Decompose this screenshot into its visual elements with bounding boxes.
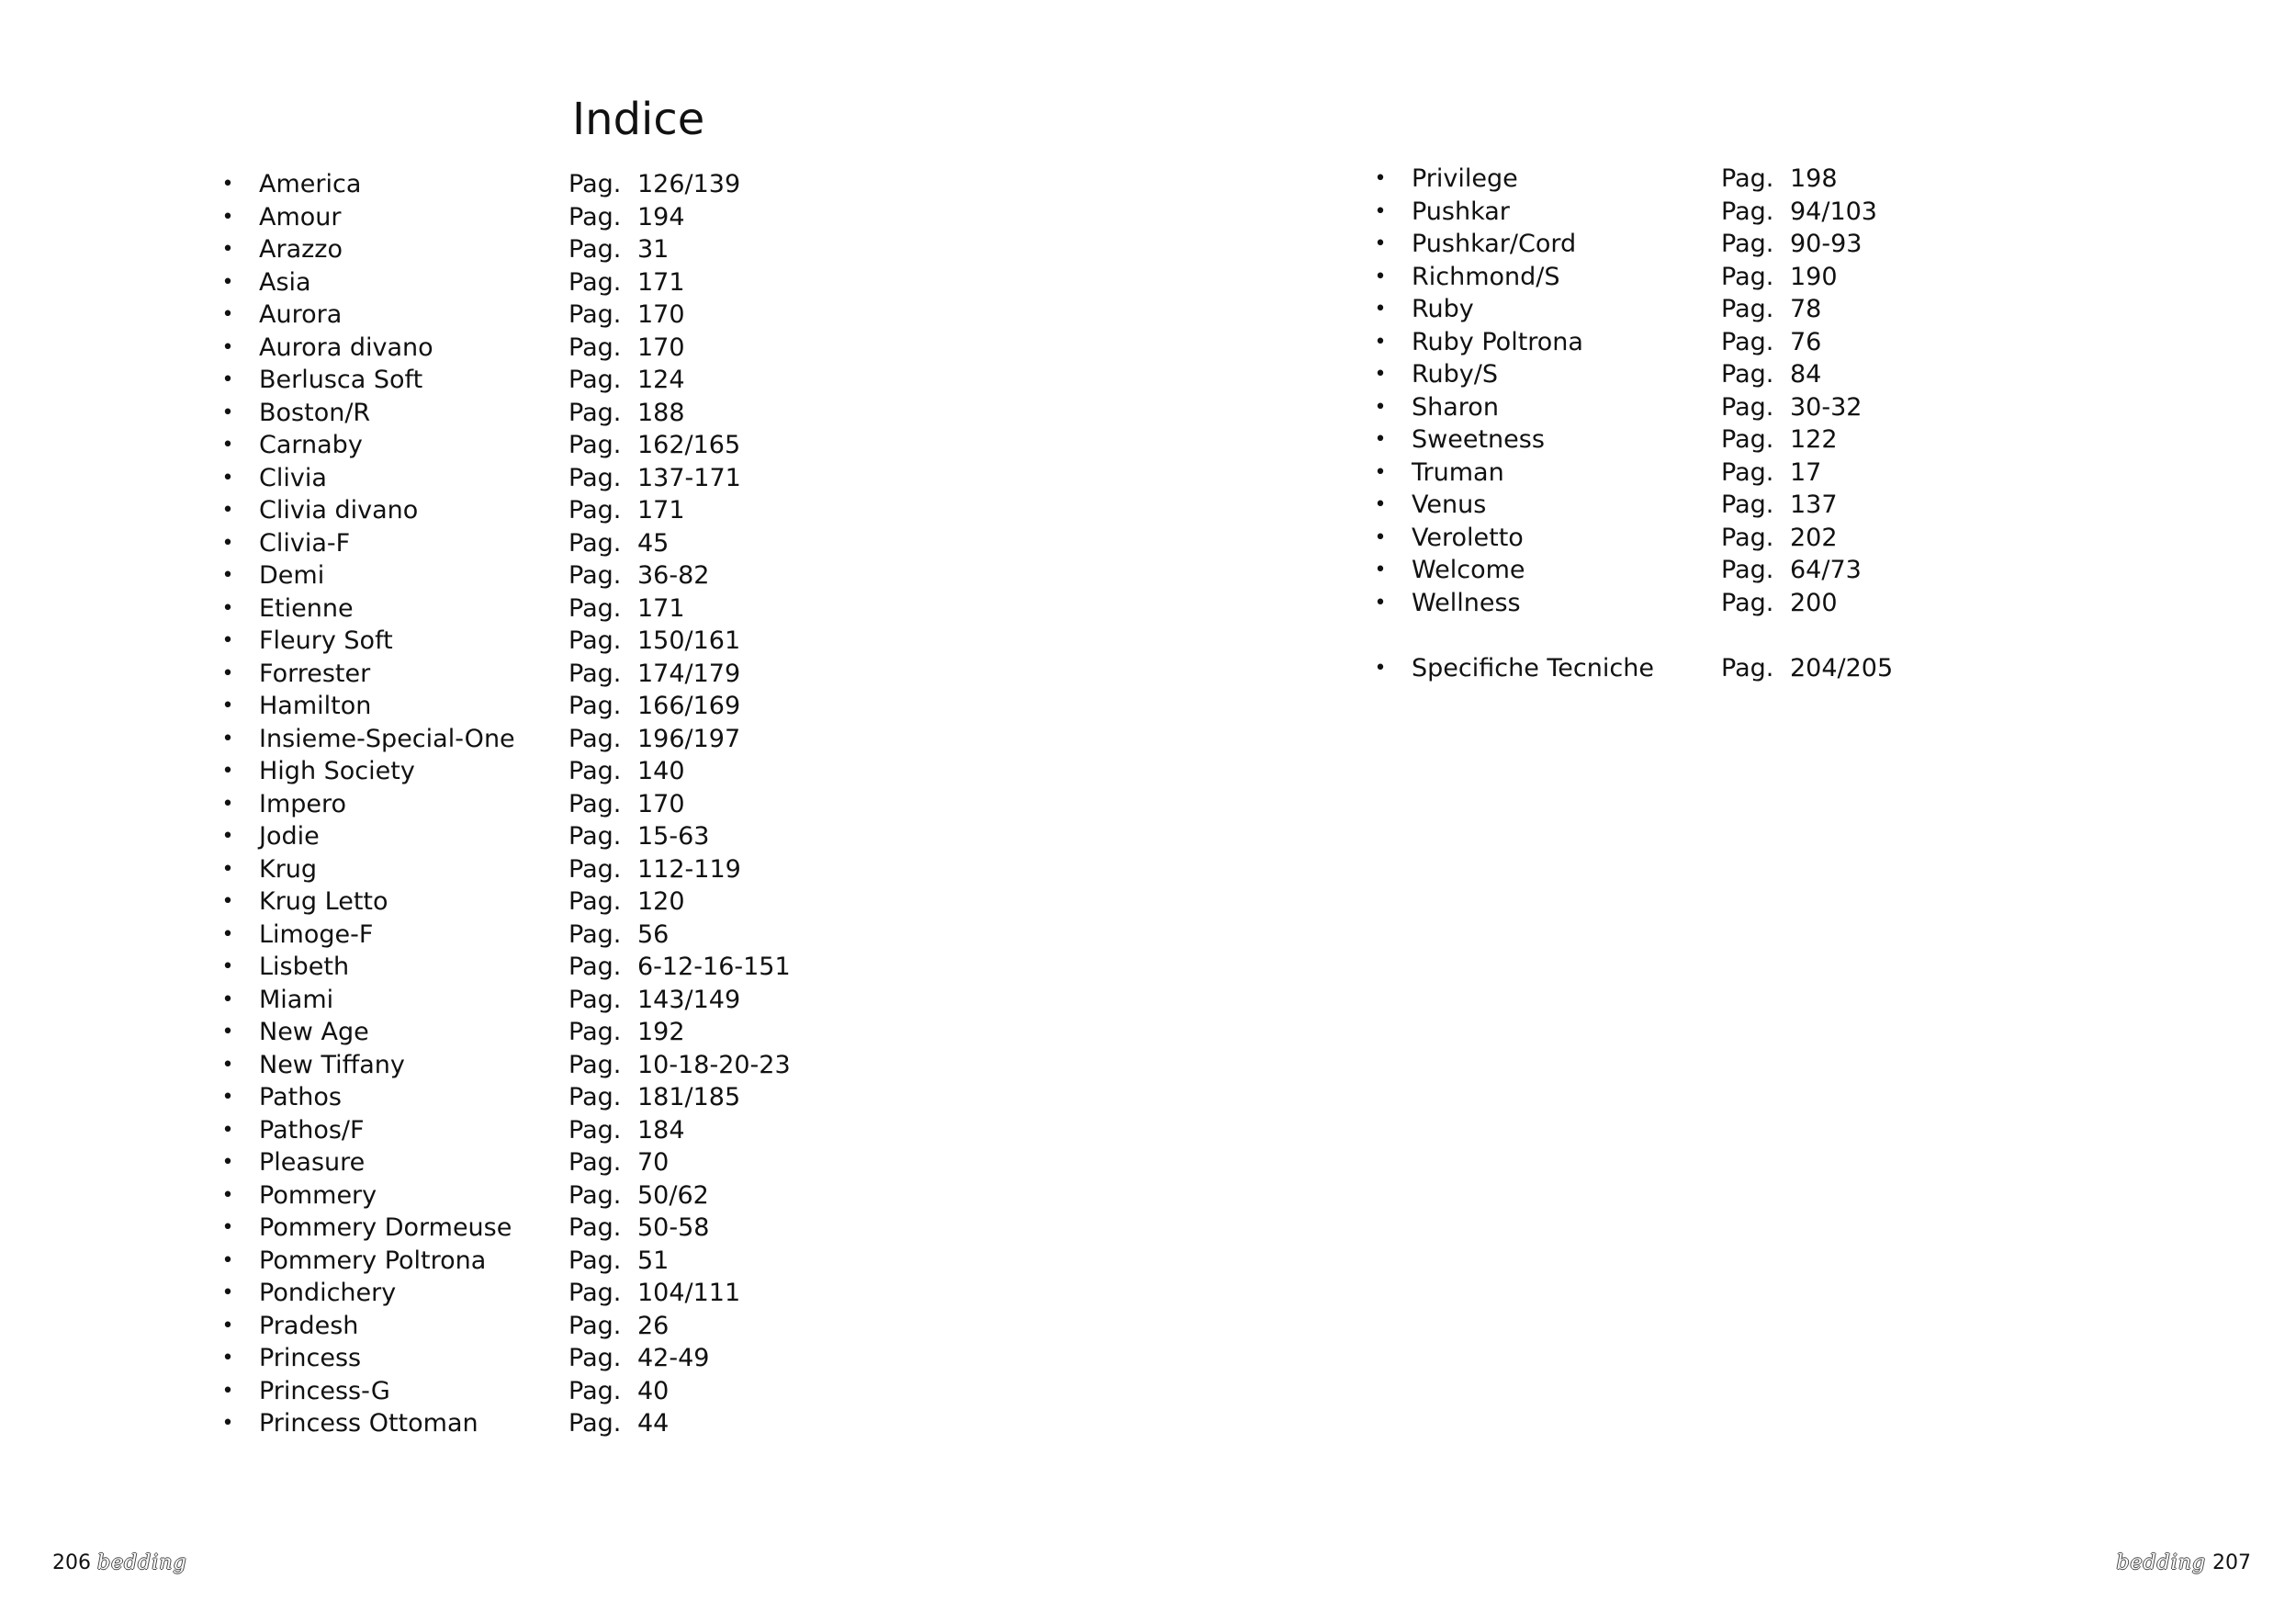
page-label: Pag. bbox=[568, 267, 622, 297]
bullet-icon: • bbox=[1374, 265, 1387, 288]
bullet-icon: • bbox=[1374, 428, 1387, 451]
page-label: Pag. bbox=[568, 953, 622, 981]
entry-name: Princess Ottoman bbox=[259, 1409, 478, 1438]
entry-name: Princess bbox=[259, 1344, 362, 1372]
page-label: Pag. bbox=[1721, 392, 1774, 422]
footer-left bbox=[52, 1551, 187, 1576]
entry-pages: 45 bbox=[637, 528, 670, 558]
entry-name: Venus bbox=[1412, 491, 1487, 519]
entry-name: Wellness bbox=[1412, 588, 1521, 617]
bullet-icon: • bbox=[1374, 167, 1387, 190]
entry-pages: 171 bbox=[637, 267, 685, 297]
page-label: Pag. bbox=[568, 1050, 622, 1079]
page-label: Pag. bbox=[568, 659, 622, 688]
bullet-icon: • bbox=[221, 499, 234, 522]
entry-name: Richmond/S bbox=[1412, 262, 1560, 291]
entry-pages: 17 bbox=[1790, 457, 1822, 487]
entry-pages: 188 bbox=[637, 398, 685, 427]
bullet-icon: • bbox=[221, 727, 234, 750]
page-label: Pag. bbox=[1721, 653, 1774, 682]
entry-name: Ruby bbox=[1412, 295, 1474, 323]
page-label: Pag. bbox=[568, 593, 622, 623]
entry-name: Pondichery bbox=[259, 1279, 397, 1307]
page-label: Pag. bbox=[568, 1115, 622, 1145]
page-label: Pag. bbox=[568, 1344, 622, 1372]
entry-name: America bbox=[259, 170, 362, 198]
bullet-icon: • bbox=[1374, 298, 1387, 321]
page-label: Pag. bbox=[1721, 425, 1774, 454]
entry-name: Pradesh bbox=[259, 1311, 359, 1340]
bullet-icon: • bbox=[221, 1086, 234, 1109]
bullet-icon: • bbox=[221, 1118, 234, 1142]
bullet-icon: • bbox=[221, 434, 234, 457]
entry-pages: 10-18-20-23 bbox=[637, 1050, 791, 1079]
entry-pages: 126/139 bbox=[637, 170, 741, 198]
bullet-icon: • bbox=[1374, 363, 1387, 386]
page-label: Pag. bbox=[568, 431, 622, 459]
page-label: Pag. bbox=[568, 1083, 622, 1111]
page-label: Pag. bbox=[1721, 457, 1774, 487]
bullet-icon: • bbox=[221, 531, 234, 555]
entry-name: Truman bbox=[1412, 457, 1504, 487]
page-label: Pag. bbox=[568, 235, 622, 264]
bullet-icon: • bbox=[221, 238, 234, 261]
bullet-icon: • bbox=[1374, 591, 1387, 615]
bullet-icon: • bbox=[221, 466, 234, 490]
entry-name: Clivia-F bbox=[259, 528, 351, 558]
bullet-icon: • bbox=[221, 368, 234, 391]
page-label: Pag. bbox=[568, 626, 622, 655]
page-label: Pag. bbox=[568, 1376, 622, 1405]
bullet-icon: • bbox=[221, 760, 234, 783]
bullet-icon: • bbox=[1374, 493, 1387, 516]
entry-pages: 31 bbox=[637, 235, 670, 264]
bullet-icon: • bbox=[221, 857, 234, 881]
bullet-icon: • bbox=[221, 1151, 234, 1174]
entry-pages: 162/165 bbox=[637, 431, 741, 459]
entry-name: Specifiche Tecniche bbox=[1412, 653, 1654, 682]
page-number-right: 207 bbox=[2212, 1551, 2251, 1574]
page-label: Pag. bbox=[568, 757, 622, 785]
entry-pages: 94/103 bbox=[1790, 197, 1877, 226]
entry-pages: 42-49 bbox=[637, 1344, 710, 1372]
bullet-icon: • bbox=[221, 1053, 234, 1077]
bullet-icon: • bbox=[221, 955, 234, 978]
page-label: Pag. bbox=[568, 724, 622, 753]
page-title: Indice bbox=[572, 94, 705, 145]
entry-pages: 50-58 bbox=[637, 1213, 710, 1242]
bullet-icon: • bbox=[221, 1248, 234, 1272]
bullet-icon: • bbox=[221, 1314, 234, 1337]
page-label: Pag. bbox=[568, 985, 622, 1014]
page-label: Pag. bbox=[1721, 230, 1774, 258]
bullet-icon: • bbox=[1374, 395, 1387, 419]
entry-pages: 171 bbox=[637, 496, 685, 524]
bullet-icon: • bbox=[1374, 525, 1387, 549]
bullet-icon: • bbox=[221, 661, 234, 685]
entry-pages: 124 bbox=[637, 366, 685, 394]
entry-name: Krug bbox=[259, 854, 318, 884]
footer-right bbox=[2116, 1551, 2251, 1576]
entry-pages: 30-32 bbox=[1790, 392, 1863, 422]
entry-pages: 90-93 bbox=[1790, 230, 1863, 258]
entry-name: Amour bbox=[259, 202, 342, 231]
page-label: Pag. bbox=[1721, 262, 1774, 291]
entry-pages: 6-12-16-151 bbox=[637, 953, 791, 981]
entry-pages: 78 bbox=[1790, 295, 1822, 323]
entry-name: Pushkar bbox=[1412, 197, 1510, 226]
entry-name: Fleury Soft bbox=[259, 626, 393, 655]
entry-pages: 184 bbox=[637, 1115, 685, 1145]
entry-pages: 204/205 bbox=[1790, 653, 1894, 682]
entry-pages: 104/111 bbox=[637, 1279, 741, 1307]
entry-pages: 56 bbox=[637, 919, 670, 949]
page-label: Pag. bbox=[568, 170, 622, 198]
entry-name: Etienne bbox=[259, 593, 354, 623]
entry-name: Clivia divano bbox=[259, 496, 419, 524]
bullet-icon: • bbox=[221, 629, 234, 652]
entry-name: Sharon bbox=[1412, 392, 1499, 422]
page-label: Pag. bbox=[1721, 523, 1774, 552]
entry-name: Pommery Poltrona bbox=[259, 1246, 487, 1275]
page-label: Pag. bbox=[568, 528, 622, 558]
page-label: Pag. bbox=[1721, 556, 1774, 584]
page-label: Pag. bbox=[1721, 295, 1774, 323]
entry-name: Demi bbox=[259, 561, 325, 590]
page-number-left: 206 bbox=[52, 1551, 91, 1574]
page-label: Pag. bbox=[568, 333, 622, 362]
bullet-icon: • bbox=[221, 1021, 234, 1043]
entry-pages: 174/179 bbox=[637, 659, 741, 688]
bullet-icon: • bbox=[221, 1183, 234, 1207]
bullet-icon: • bbox=[221, 694, 234, 717]
bullet-icon: • bbox=[221, 792, 234, 816]
entry-pages: 190 bbox=[1790, 262, 1838, 291]
bullet-icon: • bbox=[221, 890, 234, 913]
entry-pages: 166/169 bbox=[637, 692, 741, 720]
entry-pages: 170 bbox=[637, 333, 685, 362]
entry-name: Ruby/S bbox=[1412, 360, 1499, 389]
page-label: Pag. bbox=[568, 822, 622, 851]
bullet-icon: • bbox=[221, 1347, 234, 1370]
entry-pages: 64/73 bbox=[1790, 556, 1862, 584]
bullet-icon: • bbox=[221, 825, 234, 848]
page-label: Pag. bbox=[568, 789, 622, 818]
page-label: Pag. bbox=[568, 398, 622, 427]
bullet-icon: • bbox=[221, 335, 234, 359]
bullet-icon: • bbox=[221, 205, 234, 229]
entry-name: Forrester bbox=[259, 659, 371, 688]
page-label: Pag. bbox=[1721, 164, 1774, 193]
entry-name: Berlusca Soft bbox=[259, 366, 423, 394]
entry-name: Aurora bbox=[259, 300, 343, 329]
entry-name: Veroletto bbox=[1412, 523, 1524, 552]
bullet-icon: • bbox=[221, 303, 234, 326]
bullet-icon: • bbox=[221, 173, 234, 196]
bullet-icon: • bbox=[1374, 199, 1387, 223]
page-label: Pag. bbox=[568, 463, 622, 492]
page-label: Pag. bbox=[1721, 588, 1774, 617]
entry-pages: 40 bbox=[637, 1376, 670, 1405]
entry-pages: 50/62 bbox=[637, 1180, 709, 1210]
entry-name: Pathos/F bbox=[259, 1115, 365, 1145]
entry-name: Privilege bbox=[1412, 164, 1518, 193]
entry-name: Hamilton bbox=[259, 692, 372, 720]
page-label: Pag. bbox=[568, 692, 622, 720]
entry-pages: 26 bbox=[637, 1311, 670, 1340]
entry-pages: 122 bbox=[1790, 425, 1838, 454]
bullet-icon: • bbox=[1374, 330, 1387, 354]
entry-name: Princess-G bbox=[259, 1376, 390, 1405]
entry-name: Insieme-Special-One bbox=[259, 724, 515, 753]
brand-logo-right: bedding bbox=[2116, 1551, 2206, 1574]
entry-pages: 137 bbox=[1790, 491, 1838, 519]
page-label: Pag. bbox=[568, 1409, 622, 1438]
entry-name: Krug Letto bbox=[259, 887, 388, 916]
entry-name: Boston/R bbox=[259, 398, 371, 427]
page-label: Pag. bbox=[568, 1279, 622, 1307]
entry-name: Clivia bbox=[259, 463, 327, 492]
entry-name: Welcome bbox=[1412, 556, 1525, 584]
page-label: Pag. bbox=[568, 496, 622, 524]
page-label: Pag. bbox=[568, 1018, 622, 1046]
entry-pages: 198 bbox=[1790, 164, 1838, 193]
entry-pages: 70 bbox=[637, 1148, 670, 1177]
entry-name: Jodie bbox=[259, 822, 320, 851]
page-label: Pag. bbox=[568, 366, 622, 394]
bullet-icon: • bbox=[221, 400, 234, 424]
bullet-icon: • bbox=[221, 270, 234, 294]
bullet-icon: • bbox=[221, 922, 234, 946]
page-label: Pag. bbox=[1721, 197, 1774, 226]
entry-name: Impero bbox=[259, 789, 347, 818]
entry-pages: 36-82 bbox=[637, 561, 710, 590]
entry-name: Arazzo bbox=[259, 235, 343, 264]
entry-name: Ruby Poltrona bbox=[1412, 327, 1583, 356]
bullet-icon: • bbox=[1374, 460, 1387, 484]
page-label: Pag. bbox=[568, 919, 622, 949]
entry-name: Lisbeth bbox=[259, 953, 350, 981]
bullet-icon: • bbox=[221, 1216, 234, 1239]
entry-pages: 51 bbox=[637, 1246, 670, 1275]
page-label: Pag. bbox=[1721, 360, 1774, 389]
entry-pages: 181/185 bbox=[637, 1083, 741, 1111]
entry-pages: 150/161 bbox=[637, 626, 741, 655]
bullet-icon: • bbox=[221, 1281, 234, 1304]
bullet-icon: • bbox=[221, 596, 234, 620]
entry-name: Pommery bbox=[259, 1180, 377, 1210]
page-label: Pag. bbox=[568, 300, 622, 329]
entry-pages: 170 bbox=[637, 300, 685, 329]
entry-pages: 137-171 bbox=[637, 463, 741, 492]
bullet-icon: • bbox=[221, 1379, 234, 1403]
page-label: Pag. bbox=[1721, 491, 1774, 519]
entry-pages: 192 bbox=[637, 1018, 685, 1046]
entry-pages: 15-63 bbox=[637, 822, 710, 851]
entry-pages: 120 bbox=[637, 887, 685, 916]
entry-pages: 171 bbox=[637, 593, 685, 623]
bullet-icon: • bbox=[1374, 558, 1387, 581]
entry-pages: 196/197 bbox=[637, 724, 741, 753]
entry-pages: 202 bbox=[1790, 523, 1838, 552]
page-label: Pag. bbox=[568, 1311, 622, 1340]
entry-pages: 44 bbox=[637, 1409, 670, 1438]
entry-name: Limoge-F bbox=[259, 919, 374, 949]
bullet-icon: • bbox=[1374, 656, 1387, 680]
entry-name: New Tiffany bbox=[259, 1050, 405, 1079]
page-label: Pag. bbox=[568, 1213, 622, 1242]
bullet-icon: • bbox=[221, 1412, 234, 1435]
entry-name: Miami bbox=[259, 985, 334, 1014]
bullet-icon: • bbox=[221, 564, 234, 587]
entry-name: Aurora divano bbox=[259, 333, 433, 362]
page-label: Pag. bbox=[568, 561, 622, 590]
page-label: Pag. bbox=[568, 1246, 622, 1275]
entry-name: Pathos bbox=[259, 1083, 342, 1111]
entry-pages: 84 bbox=[1790, 360, 1822, 389]
entry-name: Pleasure bbox=[259, 1148, 366, 1177]
entry-pages: 140 bbox=[637, 757, 685, 785]
entry-name: Sweetness bbox=[1412, 425, 1545, 454]
entry-pages: 194 bbox=[637, 202, 685, 231]
entry-name: Carnaby bbox=[259, 431, 363, 459]
entry-name: Pushkar/Cord bbox=[1412, 230, 1577, 258]
entry-name: Pommery Dormeuse bbox=[259, 1213, 512, 1242]
page-label: Pag. bbox=[1721, 327, 1774, 356]
entry-name: New Age bbox=[259, 1018, 369, 1046]
page-label: Pag. bbox=[568, 1148, 622, 1177]
entry-pages: 76 bbox=[1790, 327, 1822, 356]
entry-name: Asia bbox=[259, 267, 311, 297]
entry-name: High Society bbox=[259, 757, 415, 785]
entry-pages: 143/149 bbox=[637, 985, 741, 1014]
bullet-icon: • bbox=[221, 987, 234, 1011]
page-label: Pag. bbox=[568, 1180, 622, 1210]
entry-pages: 112-119 bbox=[637, 854, 741, 884]
entry-pages: 170 bbox=[637, 789, 685, 818]
page-label: Pag. bbox=[568, 854, 622, 884]
entry-pages: 200 bbox=[1790, 588, 1838, 617]
brand-logo-left: bedding bbox=[97, 1551, 187, 1574]
page-label: Pag. bbox=[568, 887, 622, 916]
bullet-icon: • bbox=[1374, 232, 1387, 255]
page-label: Pag. bbox=[568, 202, 622, 231]
